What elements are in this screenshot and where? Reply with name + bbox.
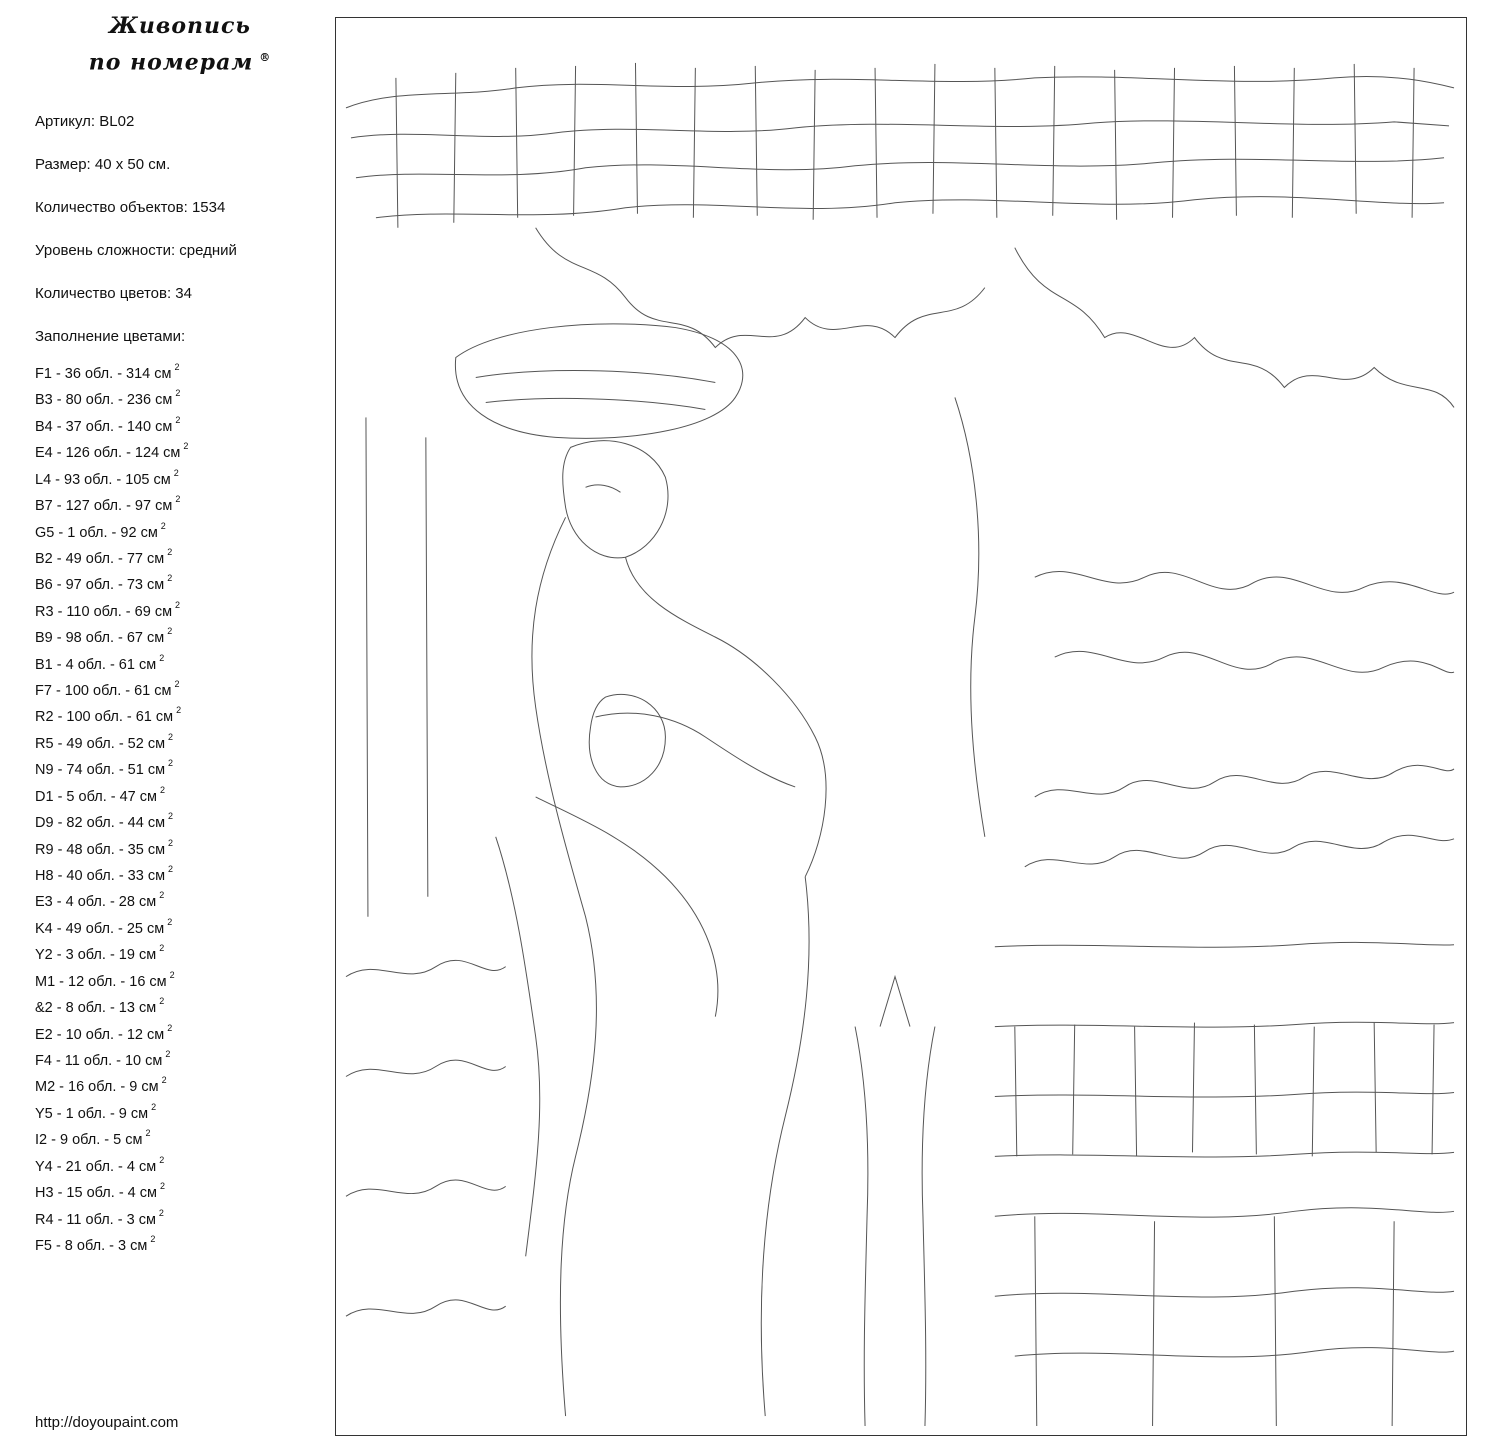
- color-count-label: Количество цветов: 34: [35, 285, 192, 302]
- color-row-text: Y2 - 3 обл. - 19 см: [35, 947, 157, 964]
- area-unit-superscript: 2: [159, 784, 165, 795]
- area-unit-superscript: 2: [165, 1048, 171, 1059]
- color-row-text: B4 - 37 обл. - 140 см: [35, 418, 173, 435]
- color-row: [35, 570, 188, 596]
- color-row-text: B3 - 80 обл. - 236 см: [35, 392, 173, 409]
- color-row: [35, 518, 188, 544]
- logo-line-2: [60, 42, 300, 78]
- color-row-text: R4 - 11 обл. - 3 см: [35, 1211, 156, 1228]
- color-row: [35, 1125, 188, 1151]
- area-unit-superscript: 2: [167, 1022, 173, 1033]
- area-unit-superscript: 2: [175, 388, 181, 399]
- color-row: [35, 1072, 188, 1098]
- area-unit-superscript: 2: [175, 599, 181, 610]
- area-unit-superscript: 2: [167, 546, 173, 557]
- area-unit-superscript: 2: [168, 758, 174, 769]
- area-unit-superscript: 2: [169, 969, 175, 980]
- color-row-text: E4 - 126 обл. - 124 см: [35, 445, 181, 462]
- color-row: [35, 1231, 188, 1257]
- color-row-text: N9 - 74 обл. - 51 см: [35, 762, 166, 779]
- area-unit-superscript: 2: [167, 916, 173, 927]
- area-unit-superscript: 2: [173, 467, 179, 478]
- area-unit-superscript: 2: [145, 1128, 151, 1139]
- color-row: [35, 465, 188, 491]
- color-row-text: M2 - 16 обл. - 9 см: [35, 1079, 159, 1096]
- difficulty-label: Уровень сложности: средний: [35, 242, 237, 259]
- color-row: [35, 676, 188, 702]
- area-unit-superscript: 2: [175, 494, 181, 505]
- color-row: [35, 861, 188, 887]
- area-unit-superscript: 2: [159, 890, 165, 901]
- area-unit-superscript: 2: [176, 705, 182, 716]
- color-row-text: H3 - 15 обл. - 4 см: [35, 1184, 157, 1201]
- color-row: [35, 967, 188, 993]
- color-row: [35, 359, 188, 385]
- area-unit-superscript: 2: [183, 441, 189, 452]
- color-row-text: R3 - 110 обл. - 69 см: [35, 603, 173, 620]
- color-row: [35, 755, 188, 781]
- object-count-label: Количество объектов: 1534: [35, 199, 226, 216]
- color-row-text: D9 - 82 обл. - 44 см: [35, 815, 166, 831]
- area-unit-superscript: 2: [175, 414, 181, 425]
- color-row-text: Y4 - 21 обл. - 4 см: [35, 1158, 157, 1175]
- color-row: [35, 940, 188, 966]
- size-label: Размер: 40 х 50 см.: [35, 156, 171, 173]
- color-row: [35, 808, 188, 834]
- area-unit-superscript: 2: [159, 996, 165, 1007]
- area-unit-superscript: 2: [168, 864, 174, 875]
- color-row-text: B7 - 127 обл. - 97 см: [35, 497, 173, 514]
- color-row-text: D1 - 5 обл. - 47 см: [35, 788, 157, 805]
- article-label: Артикул: BL02: [35, 113, 135, 130]
- color-row-text: B2 - 49 обл. - 77 см: [35, 550, 165, 567]
- color-row: [35, 438, 188, 464]
- color-row-text: B6 - 97 обл. - 73 см: [35, 577, 165, 594]
- area-unit-superscript: 2: [168, 837, 174, 848]
- color-row: [35, 385, 188, 411]
- color-row: [35, 782, 188, 808]
- area-unit-superscript: 2: [167, 573, 173, 584]
- color-row: [35, 1205, 188, 1231]
- color-row-text: B1 - 4 обл. - 61 см: [35, 656, 157, 673]
- fill-heading: Заполнение цветами:: [35, 328, 186, 345]
- color-row: [35, 1152, 188, 1178]
- color-row-text: M1 - 12 обл. - 16 см: [35, 973, 167, 990]
- area-unit-superscript: 2: [159, 1181, 165, 1192]
- color-row-text: Y5 - 1 обл. - 9 см: [35, 1105, 149, 1122]
- color-row-text: K4 - 49 обл. - 25 см: [35, 920, 165, 937]
- area-unit-superscript: 2: [151, 1101, 157, 1112]
- color-row: [35, 702, 188, 728]
- area-unit-superscript: 2: [168, 811, 174, 822]
- color-row: [35, 835, 188, 861]
- color-fill-list: [35, 359, 188, 1257]
- color-row: [35, 491, 188, 517]
- area-unit-superscript: 2: [159, 943, 165, 954]
- area-unit-superscript: 2: [160, 520, 166, 531]
- color-row-text: F5 - 8 обл. - 3 см: [35, 1237, 148, 1254]
- color-row: [35, 412, 188, 438]
- color-row-text: &2 - 8 обл. - 13 см: [35, 999, 157, 1016]
- color-row-text: R9 - 48 обл. - 35 см: [35, 841, 166, 858]
- color-row: [35, 993, 188, 1019]
- area-unit-superscript: 2: [158, 1207, 164, 1218]
- logo-line-2-text: по номерам: [88, 49, 254, 76]
- color-row: [35, 597, 188, 623]
- color-row-text: R2 - 100 обл. - 61 см: [35, 709, 174, 726]
- area-unit-superscript: 2: [159, 652, 165, 663]
- product-info: [35, 100, 237, 358]
- registered-mark: ®: [259, 51, 272, 64]
- color-row-text: F1 - 36 обл. - 314 см: [35, 365, 172, 382]
- area-unit-superscript: 2: [174, 362, 180, 372]
- outline-drawing: [336, 18, 1466, 1435]
- area-unit-superscript: 2: [167, 626, 173, 637]
- color-row-text: F7 - 100 обл. - 61 см: [35, 682, 172, 699]
- color-row-text: I2 - 9 обл. - 5 см: [35, 1132, 143, 1149]
- area-unit-superscript: 2: [150, 1233, 156, 1244]
- color-row: [35, 1099, 188, 1125]
- color-row: [35, 623, 188, 649]
- logo-line-1: Живопись: [109, 13, 251, 39]
- color-row: [35, 1020, 188, 1046]
- brand-logo: [60, 10, 300, 78]
- area-unit-superscript: 2: [159, 1154, 165, 1165]
- color-row: [35, 544, 188, 570]
- area-unit-superscript: 2: [174, 679, 180, 690]
- area-unit-superscript: 2: [168, 731, 174, 742]
- color-row-text: E2 - 10 обл. - 12 см: [35, 1026, 165, 1043]
- color-row-text: H8 - 40 обл. - 33 см: [35, 867, 166, 884]
- color-row: [35, 914, 188, 940]
- color-row-text: E3 - 4 обл. - 28 см: [35, 894, 157, 911]
- paint-by-numbers-outline: [335, 17, 1467, 1436]
- color-row-text: G5 - 1 обл. - 92 см: [35, 524, 158, 541]
- color-row: [35, 650, 188, 676]
- area-unit-superscript: 2: [161, 1075, 167, 1086]
- color-row-text: F4 - 11 обл. - 10 см: [35, 1052, 163, 1069]
- color-row-text: L4 - 93 обл. - 105 см: [35, 471, 171, 488]
- color-row: [35, 729, 188, 755]
- color-row-text: B9 - 98 обл. - 67 см: [35, 630, 165, 647]
- color-row: [35, 1046, 188, 1072]
- color-row-text: R5 - 49 обл. - 52 см: [35, 735, 166, 752]
- color-row: [35, 887, 188, 913]
- color-row: [35, 1178, 188, 1204]
- website-link[interactable]: http://doyoupaint.com: [35, 1414, 179, 1431]
